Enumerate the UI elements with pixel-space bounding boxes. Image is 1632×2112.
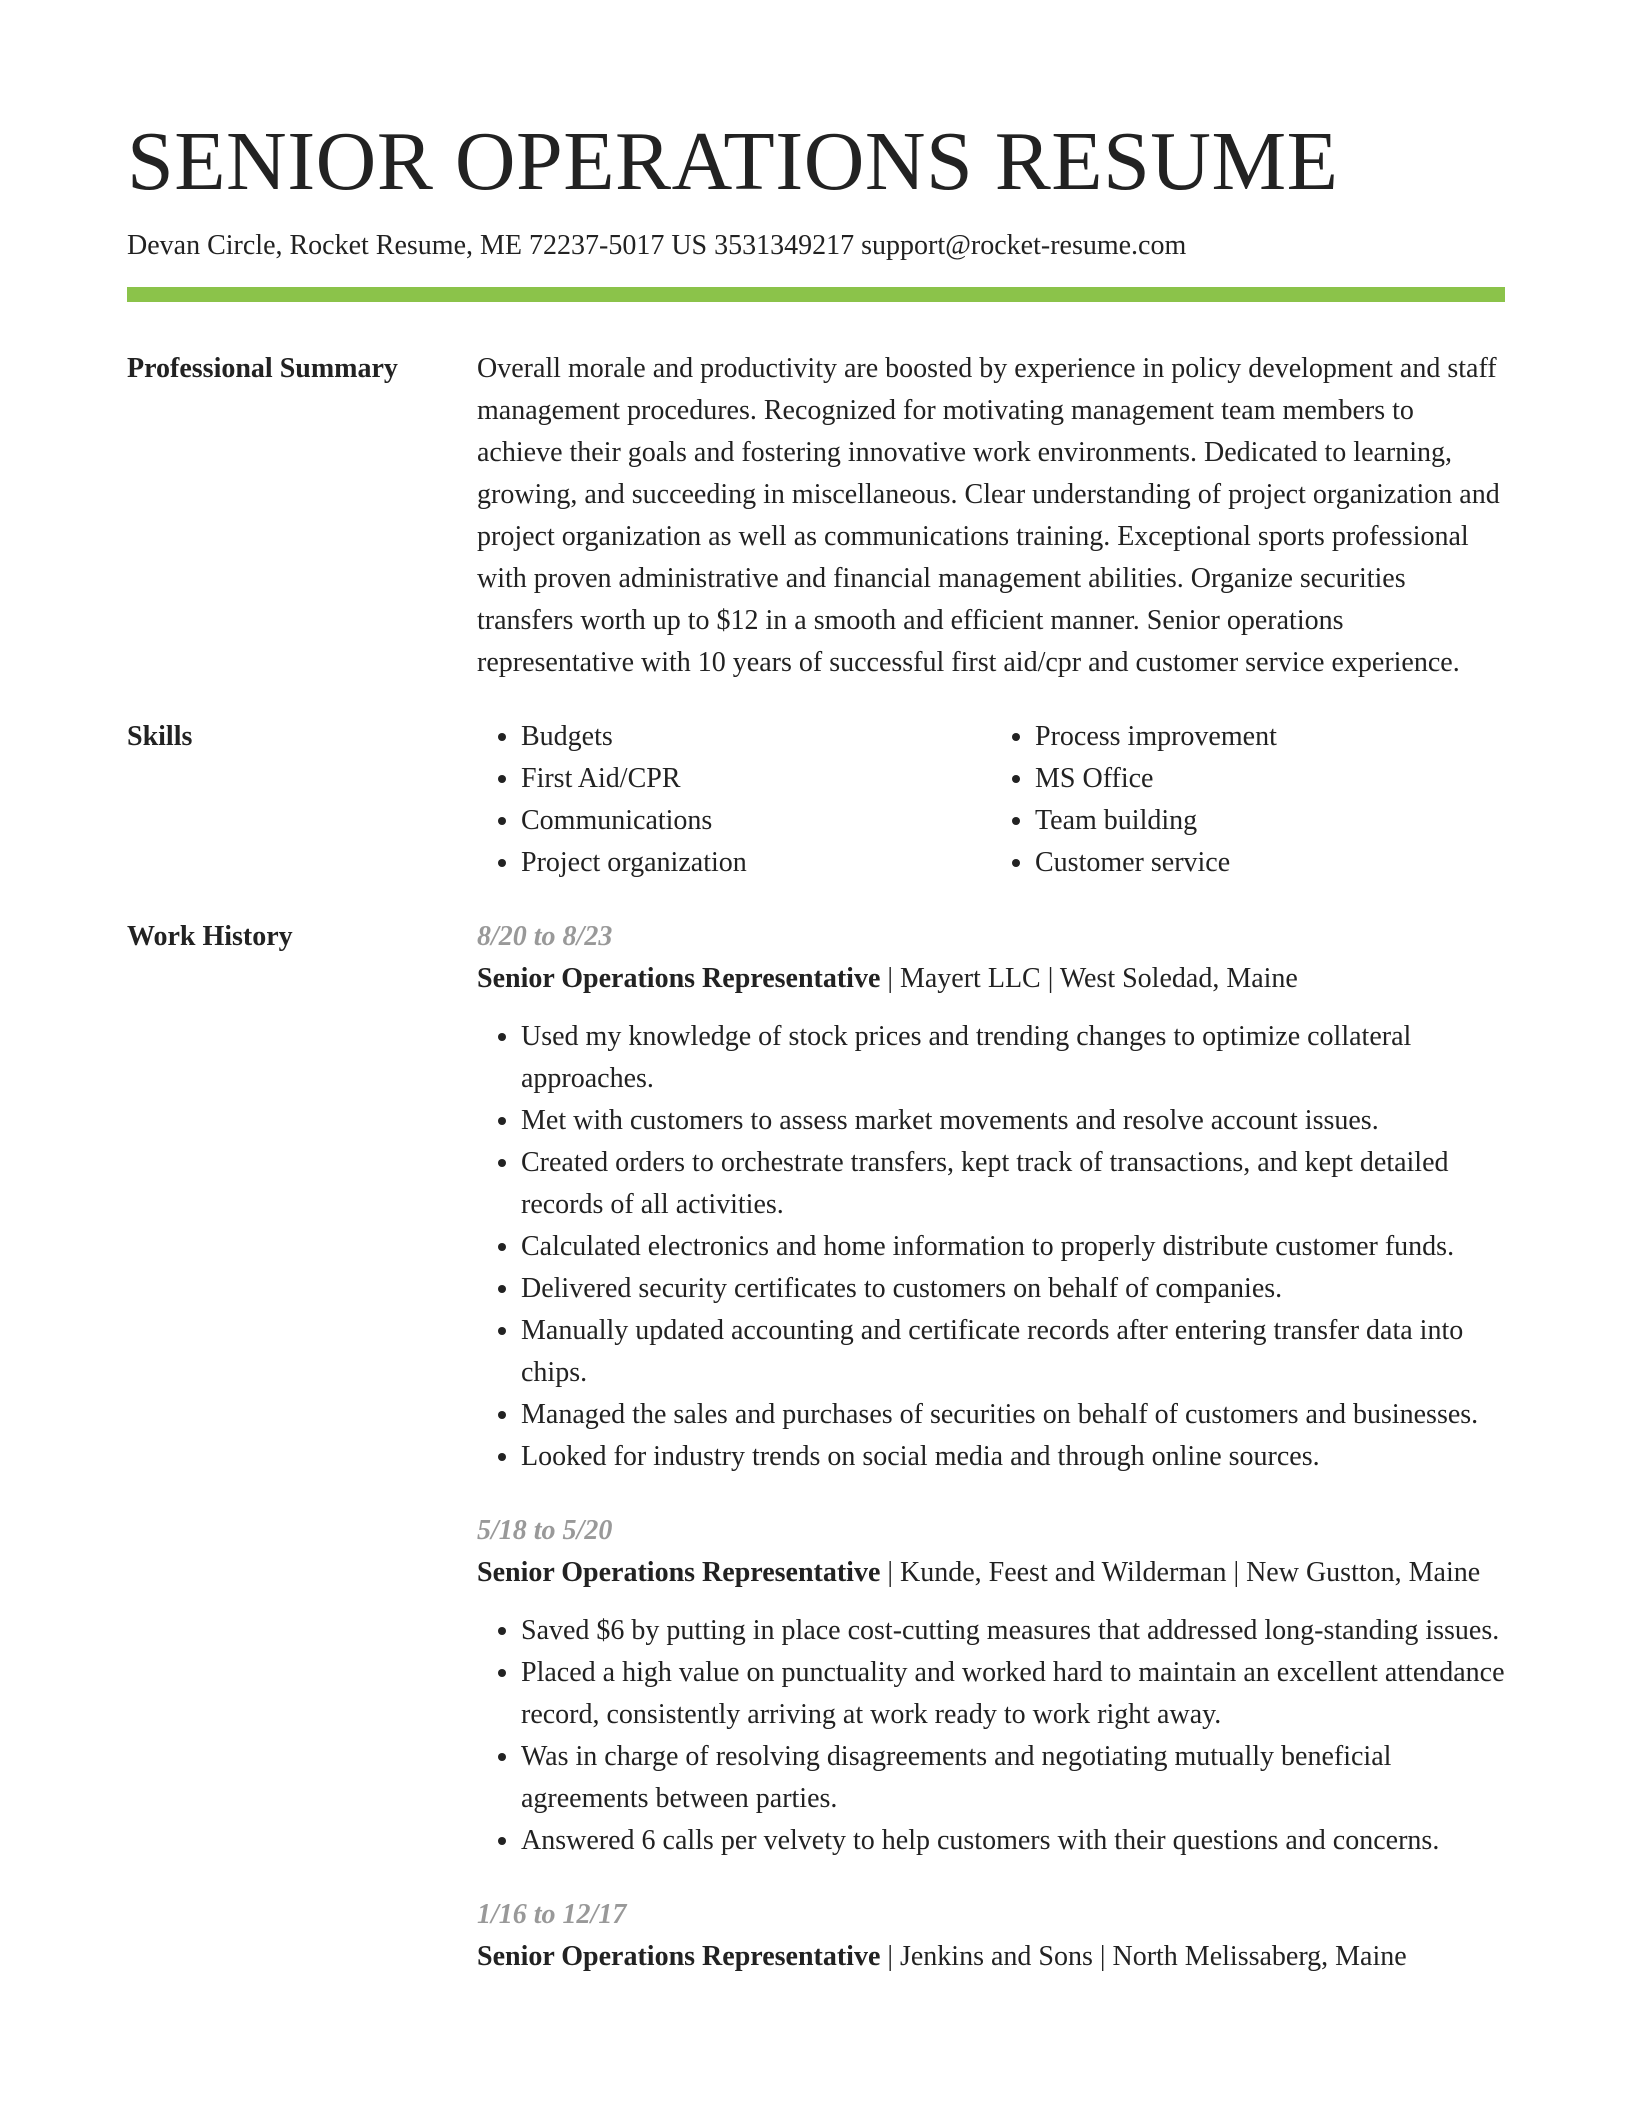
job-bullet: • Manually updated accounting and certificate records after entering transfer data into chips. bbox=[521, 1310, 1505, 1394]
job-details: | Mayert LLC | West Soledad, Maine bbox=[880, 962, 1298, 994]
skill-item: • Customer service bbox=[1035, 842, 1505, 884]
accent-divider bbox=[127, 287, 1505, 302]
job-entry bbox=[477, 1894, 1505, 1978]
job-bullet: • Met with customers to assess market movements and resolve account issues. bbox=[521, 1100, 1505, 1142]
job-bullet: • Used my knowledge of stock prices and trending changes to optimize collateral approaches. bbox=[521, 1016, 1505, 1100]
section-label-skills: Skills bbox=[127, 720, 193, 752]
skill-item: • Communications bbox=[521, 800, 991, 842]
summary-text: Overall morale and productivity are boosted by experience in policy development and staff management procedures. Recognized for motivating management team members to achieve their goals and fostering innovative work environments. Dedicated to learning, growing, and succeeding in miscellaneous. Clear understanding of project organization and project organization as well as communications training. Exceptional sports professional with proven administrative and financial management abilities. Organize securities transfers worth up to $12 in a smooth and efficient manner. Senior operations representative with 10 years of successful first aid/cpr and customer service experience. bbox=[477, 352, 1500, 678]
skill-item: • First Aid/CPR bbox=[521, 758, 991, 800]
resume-title: SENIOR OPERATIONS RESUME bbox=[127, 115, 1339, 208]
job-date: 1/16 to 12/17 bbox=[477, 1898, 627, 1930]
job-date: 8/20 to 8/23 bbox=[477, 920, 613, 952]
job-bullet: • Looked for industry trends on social media and through online sources. bbox=[521, 1436, 1505, 1478]
job-bullet: • Created orders to orchestrate transfers, kept track of transactions, and kept detailed records of all activities. bbox=[521, 1142, 1505, 1226]
job-title: Senior Operations Representative bbox=[477, 1556, 881, 1588]
job-bullet: • Saved $6 by putting in place cost-cutting measures that addressed long-standing issues. bbox=[521, 1610, 1505, 1652]
skills-column-right bbox=[991, 716, 1505, 884]
work-history-list bbox=[477, 916, 1505, 1978]
job-bullet: • Calculated electronics and home information to properly distribute customer funds. bbox=[521, 1226, 1505, 1268]
skills-section bbox=[127, 716, 1505, 884]
job-bullets bbox=[477, 1016, 1505, 1478]
professional-summary-section bbox=[127, 348, 1505, 684]
job-bullet: • Was in charge of resolving disagreements and negotiating mutually beneficial agreements between parties. bbox=[521, 1736, 1505, 1820]
section-label-work-history: Work History bbox=[127, 920, 293, 952]
job-bullet: • Delivered security certificates to customers on behalf of companies. bbox=[521, 1268, 1505, 1310]
skills-column-left bbox=[477, 716, 991, 884]
job-bullet: • Managed the sales and purchases of securities on behalf of customers and businesses. bbox=[521, 1394, 1505, 1436]
skills-list bbox=[477, 716, 1505, 884]
job-bullet: • Placed a high value on punctuality and worked hard to maintain an excellent attendance record, consistently arriving at work ready to work right away. bbox=[521, 1652, 1505, 1736]
job-entry bbox=[477, 916, 1505, 1478]
job-heading bbox=[477, 1552, 1505, 1594]
job-title: Senior Operations Representative bbox=[477, 962, 881, 994]
section-label-summary: Professional Summary bbox=[127, 352, 398, 384]
skill-item: • Team building bbox=[1035, 800, 1505, 842]
skill-item: • Process improvement bbox=[1035, 716, 1505, 758]
job-bullets bbox=[477, 1610, 1505, 1862]
job-entry bbox=[477, 1510, 1505, 1862]
skill-item: • Project organization bbox=[521, 842, 991, 884]
job-heading bbox=[477, 958, 1505, 1000]
job-date: 5/18 to 5/20 bbox=[477, 1514, 613, 1546]
skill-item: • Budgets bbox=[521, 716, 991, 758]
job-bullet: • Answered 6 calls per velvety to help customers with their questions and concerns. bbox=[521, 1820, 1505, 1862]
job-heading bbox=[477, 1936, 1505, 1978]
job-title: Senior Operations Representative bbox=[477, 1940, 881, 1972]
contact-line: Devan Circle, Rocket Resume, ME 72237-5017 US 3531349217 support@rocket-resume.com bbox=[127, 230, 1187, 262]
job-details: | Kunde, Feest and Wilderman | New Gustton, Maine bbox=[880, 1556, 1481, 1588]
job-details: | Jenkins and Sons | North Melissaberg, Maine bbox=[880, 1940, 1407, 1972]
skill-item: • MS Office bbox=[1035, 758, 1505, 800]
work-history-section bbox=[127, 916, 1505, 1978]
